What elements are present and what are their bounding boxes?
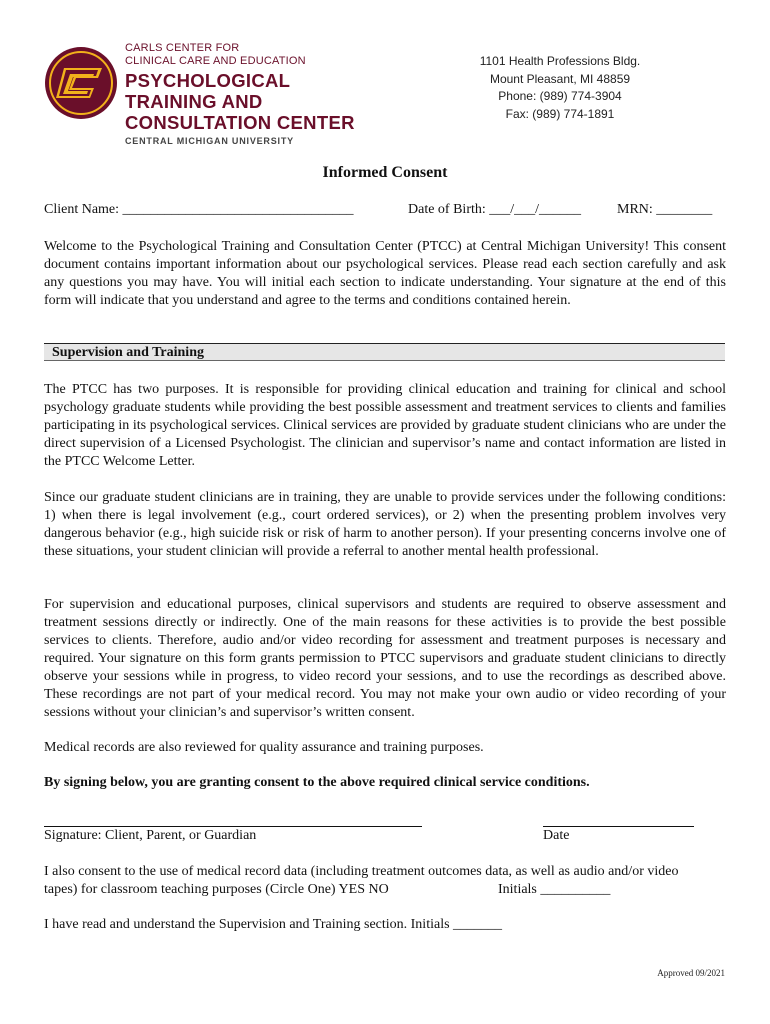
- section-paragraph-4: Medical records are also reviewed for quality assurance and training purposes.: [44, 740, 484, 755]
- teaching-consent-line2[interactable]: tapes) for classroom teaching purposes (Circle One) YES NO: [44, 882, 389, 897]
- approved-date: Approved 09/2021: [657, 968, 725, 978]
- address-phone: Phone: (989) 774-3904: [498, 89, 622, 103]
- teaching-initials-field[interactable]: Initials __________: [498, 882, 611, 897]
- logo-name2: TRAINING AND: [125, 91, 263, 112]
- ptcc-logo: [44, 42, 384, 150]
- address-fax: Fax: (989) 774-1891: [505, 106, 615, 121]
- intro-paragraph: Welcome to the Psychological Training and Consultation Center (PTCC) at Central Michigan University! This consent document contains important information about our psychological services. Please read each section carefully and ask any questions you may have. You will initial each section to indicate understanding. Your signature at the end of this form will indicate that you understand and agree to the terms and conditions contained herein.: [44, 239, 726, 308]
- logo-university: CENTRAL MICHIGAN UNIVERSITY: [125, 136, 294, 146]
- teaching-consent-line1: I also consent to the use of medical record data (including treatment outcomes data, as well as audio and/or video: [44, 864, 679, 879]
- signature-line[interactable]: [44, 826, 422, 827]
- date-line[interactable]: [543, 826, 694, 827]
- understand-initials-field[interactable]: I have read and understand the Supervision and Training section. Initials _______: [44, 917, 503, 932]
- section-paragraph-3: For supervision and educational purposes, clinical supervisors and students are required to observe assessment and treatment sessions directly or indirectly. One of the main reasons for these activities is to provide the best possible services to clients. Therefore, audio and/or video recording for assessment and treatment purposes is necessary and required. Your signature on this form grants permission to PTCC supervisors and graduate student clinicians to directly observe your sessions while in progress, to video record your sessions, and to use the recordings as described above. These recordings are not part of your medical record. You may not make your own audio or video recording of your sessions without your clinician’s and supervisor’s written consent.: [44, 597, 726, 720]
- logo-name1: PSYCHOLOGICAL: [125, 70, 291, 91]
- address-line1: 1101 Health Professions Bldg.: [479, 54, 641, 68]
- consent-statement: By signing below, you are granting consent to the above required clinical service conditions.: [44, 775, 590, 790]
- cmu-c-logo-icon: [44, 46, 118, 120]
- page-title: Informed Consent: [322, 164, 448, 181]
- date-label: Date: [543, 828, 570, 843]
- signature-label: Signature: Client, Parent, or Guardian: [44, 828, 257, 843]
- logo-line1: CARLS CENTER FOR: [125, 42, 240, 54]
- mrn-field[interactable]: MRN: ________: [617, 202, 713, 217]
- dob-field[interactable]: Date of Birth: ___/___/______: [408, 202, 582, 217]
- logo-name3: CONSULTATION CENTER: [125, 112, 355, 133]
- section-heading: Supervision and Training: [44, 343, 725, 361]
- section-paragraph-2: Since our graduate student clinicians are in training, they are unable to provide services under the following conditions: 1) when there is legal involvement (e.g., court ordered services), or 2) when the presenting problem involves very dangerous behavior (e.g., high suicide risk or risk of harm to another person). If your presenting concerns involve one of these situations, your student clinician will provide a referral to another mental health professional.: [44, 490, 726, 559]
- address-line2: Mount Pleasant, MI 48859: [489, 71, 631, 86]
- section-paragraph-1: The PTCC has two purposes. It is responsible for providing clinical education and training for clinical and school psychology graduate students while providing the best possible assessment and treatment services to clients and families participating in its psychological services. Clinical services are provided by graduate student clinicians who are under the direct supervision of a Licensed Psychologist. The clinician and supervisor’s name and contact information are listed in the PTCC Welcome Letter.: [44, 382, 726, 469]
- client-name-field[interactable]: Client Name: _________________________________: [44, 202, 354, 217]
- center-address: [460, 53, 660, 123]
- logo-text: [125, 42, 355, 133]
- logo-line2: CLINICAL CARE AND EDUCATION: [125, 55, 306, 67]
